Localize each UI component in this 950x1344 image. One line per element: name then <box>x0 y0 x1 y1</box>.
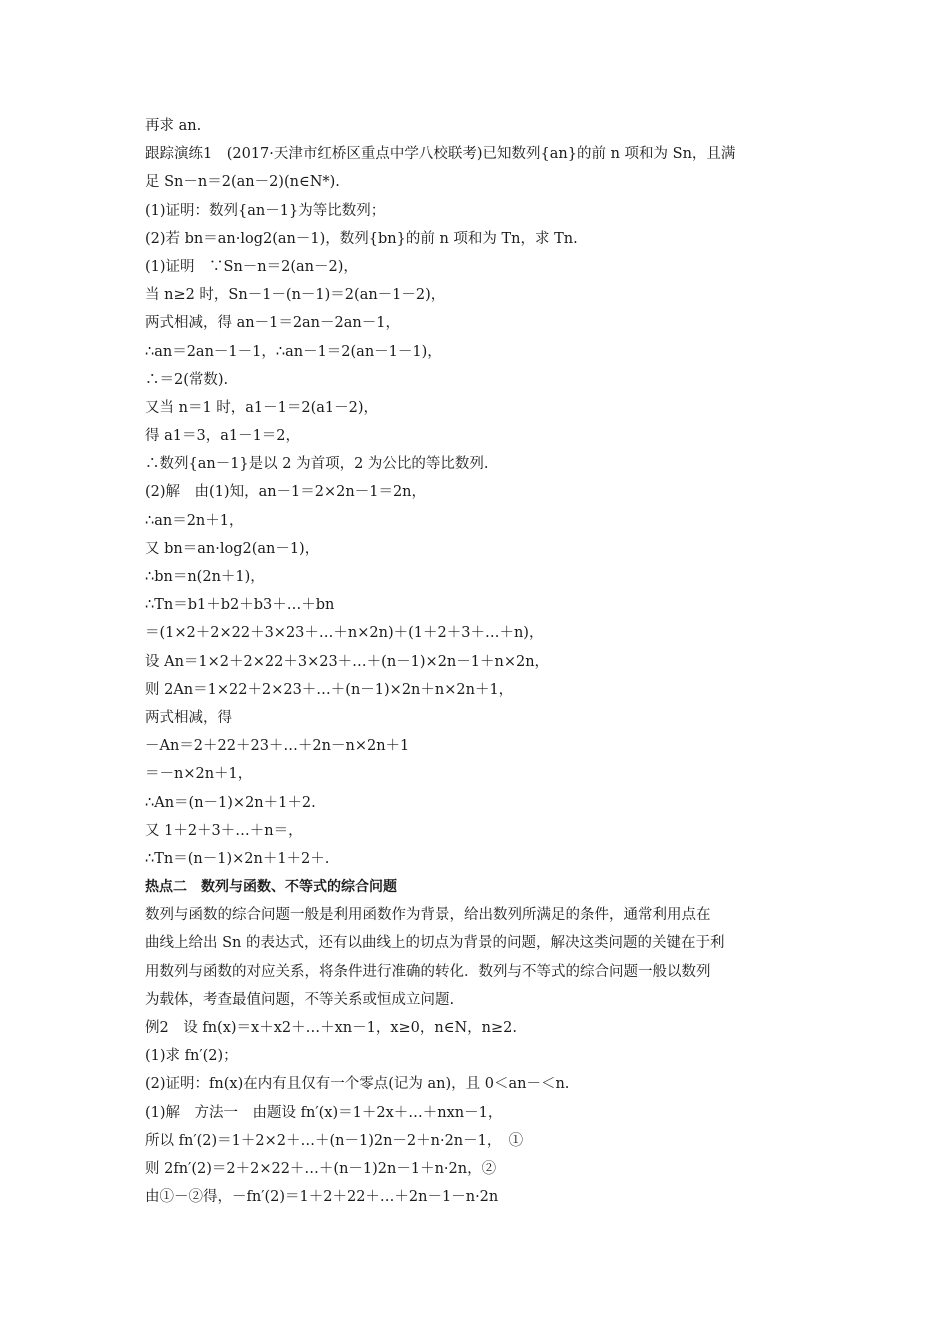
text-line: 再求 an. <box>145 118 202 134</box>
text-line: (1)证明 ∵Sn－n＝2(an－2)， <box>145 258 358 275</box>
text-line: 又 1＋2＋3＋…＋n＝， <box>145 822 303 839</box>
text-line: 则 2An＝1×22＋2×23＋…＋(n－1)×2n＋n×2n＋1， <box>145 681 514 698</box>
text-line: 用数列与函数的对应关系，将条件进行准确的转化．数列与不等式的综合问题一般以数列 <box>145 963 711 980</box>
text-line: ∴＝2(常数). <box>145 371 229 388</box>
text-line: ∴Tn＝(n－1)×2n＋1＋2＋. <box>145 850 330 867</box>
text-line: －An＝2＋22＋23＋…＋2n－n×2n＋1 <box>145 738 410 755</box>
document-body <box>145 112 825 1211</box>
text-line: 所以 fn′(2)＝1＋2×2＋…＋(n－1)2n－2＋n·2n－1， ① <box>145 1132 524 1149</box>
text-line: 则 2fn′(2)＝2＋2×22＋…＋(n－1)2n－1＋n·2n，② <box>145 1160 497 1177</box>
text-line: 两式相减，得 an－1＝2an－2an－1， <box>145 315 400 332</box>
text-line: 跟踪演练1 (2017·天津市红桥区重点中学八校联考)已知数列{an}的前 n 项和为 Sn，且满 <box>145 146 736 163</box>
text-line: (1)证明：数列{an－1}为等比数列； <box>145 202 386 219</box>
text-line: 例2 设 fn(x)＝x＋x2＋…＋xn－1，x≥0，n∈N，n≥2. <box>145 1020 517 1036</box>
text-line: ∴An＝(n－1)×2n＋1＋2. <box>145 794 316 811</box>
text-line: ∴Tn＝b1＋b2＋b3＋…＋bn <box>145 597 335 614</box>
text-line: 当 n≥2 时，Sn－1－(n－1)＝2(an－1－2)， <box>145 287 446 304</box>
text-line: ＝－n×2n＋1， <box>145 766 253 783</box>
text-line: 足 Sn－n＝2(an－2)(n∈N*). <box>145 174 340 191</box>
text-line: (2)若 bn＝an·log2(an－1)，数列{bn}的前 n 项和为 Tn，求 Tn. <box>145 230 578 247</box>
text-line: 热点二 数列与函数、不等式的综合问题 <box>145 879 397 896</box>
text-line: ∴数列{an－1}是以 2 为首项，2 为公比的等比数列. <box>145 456 489 473</box>
text-line: 又当 n＝1 时，a1－1＝2(a1－2)， <box>145 399 379 416</box>
text-line: 两式相减，得 <box>145 709 232 726</box>
text-line: ＝(1×2＋2×22＋3×23＋…＋n×2n)＋(1＋2＋3＋…＋n)， <box>145 625 544 642</box>
text-line: 又 bn＝an·log2(an－1)， <box>145 540 320 557</box>
text-line: 得 a1＝3，a1－1＝2， <box>145 428 301 445</box>
text-line: 设 An＝1×2＋2×22＋3×23＋…＋(n－1)×2n－1＋n×2n， <box>145 653 550 670</box>
text-line: 为载体，考查最值问题，不等关系或恒成立问题. <box>145 991 455 1008</box>
text-line: 由①－②得，－fn′(2)＝1＋2＋22＋…＋2n－1－n·2n <box>145 1189 499 1206</box>
text-line: (2)解 由(1)知，an－1＝2×2n－1＝2n， <box>145 484 427 501</box>
text-line: ∴an＝2an－1－1，∴an－1＝2(an－1－1)， <box>145 343 442 360</box>
text-line: ∴an＝2n＋1， <box>145 512 244 529</box>
text-line: (1)求 fn′(2)； <box>145 1048 238 1065</box>
text-line: 曲线上给出 Sn 的表达式，还有以曲线上的切点为背景的问题，解决这类问题的关键在于利 <box>145 935 725 952</box>
text-line: (1)解 方法一 由题设 fn′(x)＝1＋2x＋…＋nxn－1， <box>145 1104 503 1121</box>
text-line: 数列与函数的综合问题一般是利用函数作为背景，给出数列所满足的条件，通常利用点在 <box>145 907 711 924</box>
text-line: ∴bn＝n(2n＋1)， <box>145 569 265 585</box>
text-line: (2)证明：fn(x)在内有且仅有一个零点(记为 an)，且 0＜an－＜n. <box>145 1076 570 1093</box>
